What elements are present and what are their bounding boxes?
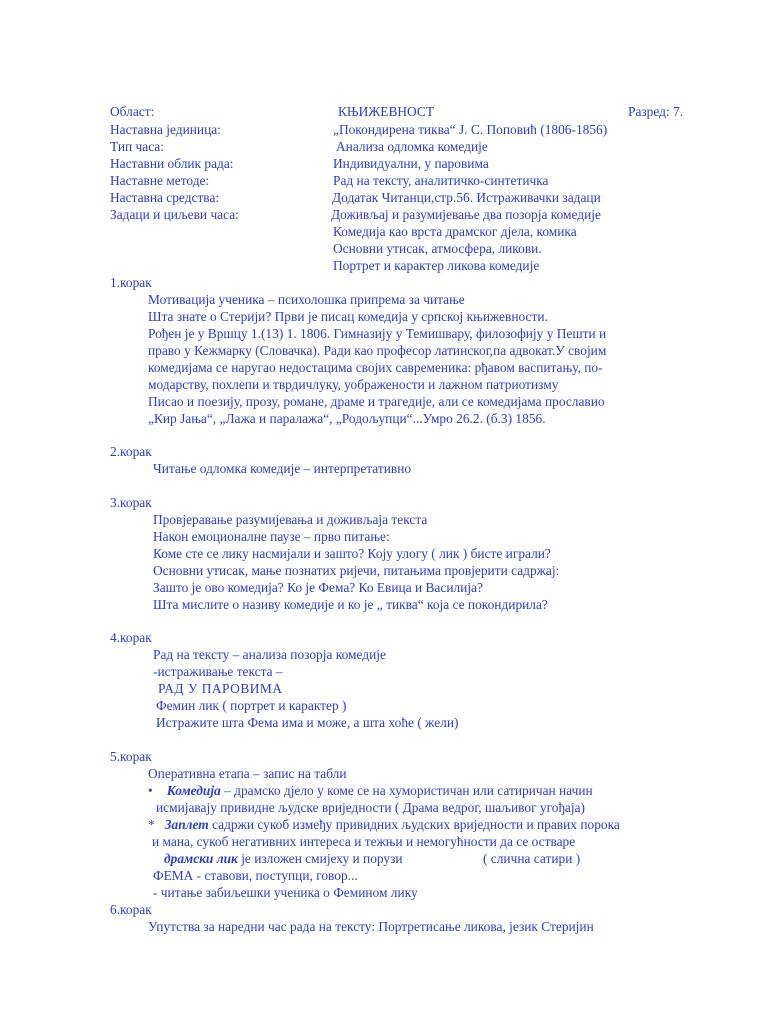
character-note: ( слична сатири ) xyxy=(483,851,581,866)
step-line: Писао и поезију, прозу, романе, драме и трагедије, али се комедијама прославио xyxy=(148,394,605,409)
step-line: Шта знате о Стерији? Први је писац комедија у српској књижевности. xyxy=(148,309,548,324)
step-line: модарству, похлепи и тврдичлуку, уображености и лажном патриотизму xyxy=(148,377,559,392)
step-line: Оперативна етапа – запис на табли xyxy=(148,766,347,781)
grade-label: Разред: 7. xyxy=(628,104,684,119)
step-title: 2.корак xyxy=(110,444,152,459)
label-jedinica: Наставна јединица: xyxy=(110,122,221,137)
step-line: Зашто је ово комедија? Ко је Фема? Ко Евица и Василија? xyxy=(153,580,483,595)
value-sredstva: Додатак Читанци,стр.56. Истраживачки задаци xyxy=(332,190,601,205)
plot-definition xyxy=(148,816,620,833)
notes-line: - читање забиљешки ученика о Фемином лику xyxy=(153,885,418,900)
step-line: Шта мислите о називу комедије и ко је „ тиква“ која се покондирила? xyxy=(153,597,548,612)
step-line: Рођен је у Вршцу 1.(13) 1. 1806. Гимназију у Темишвару, филозофију у Пешти и xyxy=(148,326,607,341)
label-oblast: Област: xyxy=(110,104,155,119)
comedy-def-cont: исмијавају привидне људске вриједности ( Драма ведрог, шаљивог угођаја) xyxy=(156,800,585,815)
step-line: Читање одломка комедије – интерпретативно xyxy=(153,461,412,476)
comedy-def: – драмско дјело у коме се на хумористичан или сатиричан начин xyxy=(220,783,593,798)
character-term: драмски лик xyxy=(164,851,238,866)
goal-line: Портрет и карактер ликова комедије xyxy=(333,258,540,273)
plot-def-cont: и мана, сукоб негативних интереса и тежњи и немогућности да се остваре xyxy=(152,834,576,849)
label-oblik: Наставни облик рада: xyxy=(110,156,234,171)
step-title: 1.корак xyxy=(110,275,152,290)
step-line: Мотивација ученика – психолошка припрема за читање xyxy=(148,292,465,307)
step-line: Коме сте се лику насмијали и зашто? Коју улогу ( лик ) бисте играли? xyxy=(153,546,551,561)
label-sredstva: Наставна средства: xyxy=(110,190,220,205)
label-ciljevi: Задаци и циљеви часа: xyxy=(110,207,239,222)
value-oblik: Индивидуални, у паровима xyxy=(333,156,489,171)
value-ciljevi: Доживљај и разумијевање два позорја комедије xyxy=(331,207,601,222)
step-line: Провјеравање разумијевања и доживљаја текста xyxy=(153,512,428,527)
step-line: Након емоционалне паузе – прво питање: xyxy=(153,529,390,544)
plot-def: садржи сукоб између привидних људских вриједности и правих порока xyxy=(208,817,620,832)
step-line: право у Кежмарку (Словачка). Ради као професор латинског,па адвокат.У својим xyxy=(148,343,607,358)
label-tip: Тип часа: xyxy=(110,139,164,154)
step-title: 3.корак xyxy=(110,495,152,510)
character-def: је изложен смијеху и порузи xyxy=(237,851,403,866)
character-definition xyxy=(164,850,403,867)
value-tip: Анализа одломка комедије xyxy=(336,139,488,154)
value-metode: Рад на тексту, аналитичко-синтетичка xyxy=(333,173,549,188)
comedy-definition xyxy=(148,782,593,799)
plot-term: Заплет xyxy=(164,817,209,832)
value-oblast: КЊИЖЕВНОСТ xyxy=(338,104,435,119)
step-line: „Кир Јања“, „Лажа и паралажа“, „Родољупци“...Умро 26.2. (б.3) 1856. xyxy=(148,411,546,426)
step-line: РАД У ПАРОВИМА xyxy=(158,681,283,696)
step-title: 4.корак xyxy=(110,630,152,645)
step-line: -истраживање текста – xyxy=(153,664,283,679)
goal-line: Комедија као врста драмског дјела, комика xyxy=(333,224,577,239)
label-metode: Наставне методе: xyxy=(110,173,210,188)
step-line: Фемин лик ( портрет и карактер ) xyxy=(156,698,347,713)
comedy-term: Комедија xyxy=(166,783,221,798)
asterisk-mark: * xyxy=(148,817,155,832)
step-line: Истражите шта Фема има и може, а шта хоће ( жели) xyxy=(156,715,459,730)
value-jedinica: „Покондирена тиква“ Ј. С. Поповић (1806-1856) xyxy=(333,122,608,137)
fema-line: ФЕМА - ставови, поступци, говор... xyxy=(153,868,358,883)
step-line: комедијама се наругао недостацима својих савременика: рђавом васпитању, по- xyxy=(148,360,603,375)
step-line: Упутства за наредни час рада на тексту: Портретисање ликова, језик Стеријин xyxy=(148,919,594,934)
goal-line: Основни утисак, атмосфера, ликови. xyxy=(333,241,542,256)
step-line: Основни утисак, мање познатих ријечи, питањима провјерити садржај: xyxy=(153,563,560,578)
step-line: Рад на тексту – анализа позорја комедије xyxy=(153,647,386,662)
bullet-mark: • xyxy=(148,783,153,798)
step-title: 5.корак xyxy=(110,749,152,764)
step-title: 6.корак xyxy=(110,902,152,917)
